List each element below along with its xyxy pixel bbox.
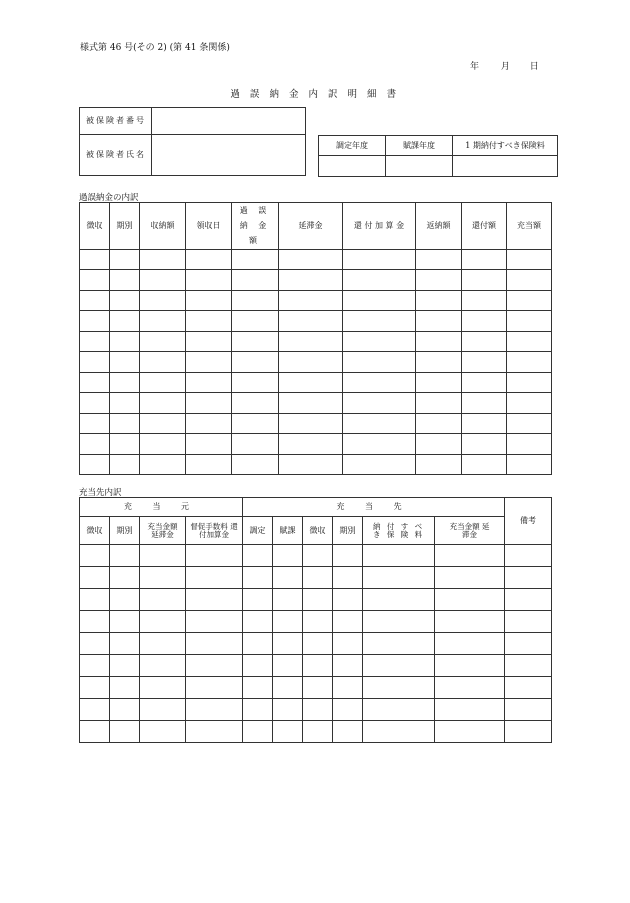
breakdown-cell[interactable] [462,331,507,352]
header-refund-amount: 還付額 [462,203,507,250]
allocation-row [80,611,552,633]
allocation-cell[interactable] [273,699,303,721]
allocation-cell[interactable] [435,677,505,699]
allocation-cell[interactable] [363,633,435,655]
header-received-amount: 収納額 [140,203,186,250]
breakdown-cell[interactable] [140,331,186,352]
breakdown-cell[interactable] [186,270,232,291]
breakdown-row [80,372,552,393]
breakdown-cell[interactable] [140,413,186,434]
allocation-cell[interactable] [243,545,273,567]
allocation-cell[interactable] [435,633,505,655]
breakdown-cell[interactable] [140,372,186,393]
breakdown-cell[interactable] [279,352,343,373]
breakdown-cell[interactable] [416,413,462,434]
allocation-cell[interactable] [243,611,273,633]
per-period-premium-header: 1 期納付すべき保険料 [453,136,558,156]
breakdown-cell[interactable] [462,270,507,291]
allocation-cell[interactable] [80,545,110,567]
alloc-header-period: 期別 [110,517,140,545]
breakdown-cell[interactable] [507,434,552,455]
insured-name-label: 被保険者氏名 [80,135,152,176]
breakdown-cell[interactable] [343,331,416,352]
header-period: 期別 [110,203,140,250]
allocation-cell[interactable] [303,677,333,699]
allocation-cell[interactable] [333,567,363,589]
allocation-cell[interactable] [140,589,186,611]
allocation-cell[interactable] [303,611,333,633]
allocation-cell[interactable] [110,589,140,611]
breakdown-cell[interactable] [507,454,552,475]
breakdown-cell[interactable] [110,270,140,291]
breakdown-cell[interactable] [279,290,343,311]
allocation-cell[interactable] [333,677,363,699]
breakdown-cell[interactable] [186,454,232,475]
breakdown-cell[interactable] [279,249,343,270]
breakdown-cell[interactable] [279,454,343,475]
allocation-cell[interactable] [186,677,243,699]
breakdown-cell[interactable] [416,270,462,291]
levy-year-header: 賦課年度 [386,136,453,156]
allocation-cell[interactable] [333,721,363,743]
allocation-cell[interactable] [186,633,243,655]
breakdown-cell[interactable] [507,372,552,393]
allocation-cell[interactable] [333,699,363,721]
breakdown-cell[interactable] [416,249,462,270]
alloc-header-target-amount: 充当金額 延滞金 [435,517,505,545]
allocation-cell[interactable] [186,699,243,721]
breakdown-cell[interactable] [186,372,232,393]
allocation-cell[interactable] [110,611,140,633]
allocation-cell[interactable] [273,633,303,655]
allocation-cell[interactable] [110,677,140,699]
breakdown-cell[interactable] [80,454,110,475]
allocation-cell[interactable] [243,589,273,611]
header-refund-addition: 還 付 加 算 金 [343,203,416,250]
allocation-cell[interactable] [435,545,505,567]
breakdown-cell[interactable] [507,311,552,332]
allocation-cell[interactable] [186,655,243,677]
breakdown-cell[interactable] [343,311,416,332]
breakdown-cell[interactable] [343,454,416,475]
allocation-cell[interactable] [363,611,435,633]
alloc-header-target-period: 期別 [333,517,363,545]
per-period-premium-field[interactable] [453,156,558,177]
breakdown-cell[interactable] [462,413,507,434]
remarks-header: 備考 [505,498,552,545]
breakdown-row [80,249,552,270]
header-collection: 徴収 [80,203,110,250]
allocation-cell[interactable] [140,721,186,743]
breakdown-cell[interactable] [416,290,462,311]
breakdown-cell[interactable] [416,331,462,352]
breakdown-cell[interactable] [110,311,140,332]
allocation-cell[interactable] [140,545,186,567]
breakdown-cell[interactable] [343,352,416,373]
breakdown-cell[interactable] [80,311,110,332]
breakdown-section-label: 過誤納金の内訳 [79,193,139,203]
header-overpayment-amount [232,203,279,250]
allocation-cell[interactable] [363,677,435,699]
assessment-year-field[interactable] [319,156,386,177]
breakdown-cell[interactable] [416,393,462,414]
allocation-cell[interactable] [80,721,110,743]
allocation-cell[interactable] [505,567,552,589]
header-late-charge: 延滞金 [279,203,343,250]
allocation-cell[interactable] [435,589,505,611]
breakdown-cell[interactable] [186,413,232,434]
breakdown-cell[interactable] [186,434,232,455]
allocation-cell[interactable] [186,545,243,567]
allocation-row [80,567,552,589]
breakdown-cell[interactable] [416,311,462,332]
breakdown-cell[interactable] [140,454,186,475]
allocation-cell[interactable] [505,589,552,611]
header-receipt-date: 領収日 [186,203,232,250]
allocation-cell[interactable] [303,721,333,743]
breakdown-cell[interactable] [140,290,186,311]
breakdown-cell[interactable] [140,393,186,414]
breakdown-cell[interactable] [80,413,110,434]
allocation-cell[interactable] [303,699,333,721]
breakdown-cell[interactable] [140,270,186,291]
allocation-cell[interactable] [140,567,186,589]
allocation-cell[interactable] [80,655,110,677]
allocation-cell[interactable] [110,721,140,743]
insured-number-label: 被保険者番号 [80,108,152,135]
breakdown-cell[interactable] [279,331,343,352]
breakdown-cell[interactable] [140,352,186,373]
allocation-cell[interactable] [435,611,505,633]
allocation-cell[interactable] [110,567,140,589]
allocation-row [80,633,552,655]
breakdown-row [80,393,552,414]
breakdown-cell[interactable] [80,290,110,311]
breakdown-cell[interactable] [343,290,416,311]
breakdown-cell[interactable] [507,249,552,270]
allocation-cell[interactable] [333,633,363,655]
allocation-cell[interactable] [363,699,435,721]
breakdown-cell[interactable] [186,331,232,352]
breakdown-cell[interactable] [507,290,552,311]
allocation-cell[interactable] [435,721,505,743]
allocation-cell[interactable] [505,655,552,677]
breakdown-cell[interactable] [507,413,552,434]
allocation-cell[interactable] [110,545,140,567]
year-table [318,135,558,177]
breakdown-row [80,454,552,475]
breakdown-cell[interactable] [232,331,279,352]
allocation-cell[interactable] [363,721,435,743]
breakdown-cell[interactable] [343,249,416,270]
breakdown-cell[interactable] [110,413,140,434]
allocation-cell[interactable] [80,611,110,633]
allocation-cell[interactable] [110,699,140,721]
breakdown-cell[interactable] [110,249,140,270]
breakdown-cell[interactable] [140,434,186,455]
allocation-cell[interactable] [333,611,363,633]
allocation-cell[interactable] [80,677,110,699]
alloc-header-premium-due: 納 付 す べ き 保 険 料 [363,517,435,545]
breakdown-cell[interactable] [80,270,110,291]
breakdown-row [80,311,552,332]
breakdown-cell[interactable] [232,434,279,455]
breakdown-table [79,202,552,475]
breakdown-cell[interactable] [80,393,110,414]
breakdown-cell[interactable] [416,454,462,475]
allocation-cell[interactable] [110,633,140,655]
date-year: 年 [470,62,480,72]
allocation-cell[interactable] [333,655,363,677]
allocation-cell[interactable] [80,567,110,589]
breakdown-cell[interactable] [462,454,507,475]
breakdown-cell[interactable] [186,249,232,270]
breakdown-cell[interactable] [232,393,279,414]
breakdown-cell[interactable] [462,311,507,332]
allocation-cell[interactable] [186,611,243,633]
breakdown-cell[interactable] [110,454,140,475]
breakdown-cell[interactable] [232,352,279,373]
allocation-cell[interactable] [273,545,303,567]
breakdown-cell[interactable] [232,270,279,291]
breakdown-cell[interactable] [140,249,186,270]
form-number: 様式第 46 号(その 2) (第 41 条関係) [80,43,230,53]
breakdown-row [80,352,552,373]
header-allocated-amount: 充当額 [507,203,552,250]
breakdown-cell[interactable] [279,413,343,434]
breakdown-cell[interactable] [80,249,110,270]
allocation-cell[interactable] [273,567,303,589]
allocation-cell[interactable] [505,677,552,699]
breakdown-cell[interactable] [462,372,507,393]
allocation-cell[interactable] [243,567,273,589]
allocation-cell[interactable] [140,611,186,633]
breakdown-cell[interactable] [343,270,416,291]
breakdown-cell[interactable] [462,434,507,455]
allocation-row [80,699,552,721]
allocation-cell[interactable] [80,589,110,611]
allocation-table [79,497,552,743]
allocation-cell[interactable] [505,699,552,721]
breakdown-cell[interactable] [416,434,462,455]
allocation-cell[interactable] [363,545,435,567]
breakdown-cell[interactable] [80,372,110,393]
breakdown-cell[interactable] [343,393,416,414]
breakdown-cell[interactable] [110,331,140,352]
allocation-cell[interactable] [186,721,243,743]
breakdown-cell[interactable] [186,311,232,332]
allocation-cell[interactable] [273,655,303,677]
breakdown-cell[interactable] [232,249,279,270]
allocation-cell[interactable] [186,567,243,589]
breakdown-cell[interactable] [462,249,507,270]
allocation-cell[interactable] [243,655,273,677]
breakdown-cell[interactable] [279,393,343,414]
allocation-cell[interactable] [273,589,303,611]
allocation-cell[interactable] [110,655,140,677]
breakdown-cell[interactable] [80,352,110,373]
allocation-cell[interactable] [243,721,273,743]
allocation-cell[interactable] [505,721,552,743]
breakdown-cell[interactable] [232,413,279,434]
allocation-cell[interactable] [303,589,333,611]
breakdown-cell[interactable] [110,352,140,373]
breakdown-cell[interactable] [110,372,140,393]
breakdown-cell[interactable] [110,434,140,455]
breakdown-cell[interactable] [462,393,507,414]
allocation-cell[interactable] [273,677,303,699]
breakdown-row [80,413,552,434]
breakdown-cell[interactable] [343,413,416,434]
breakdown-cell[interactable] [232,454,279,475]
breakdown-cell[interactable] [507,331,552,352]
alloc-header-fee-refund: 督促手数料 還付加算金 [186,517,243,545]
insured-name-field[interactable] [152,135,306,176]
allocation-cell[interactable] [80,633,110,655]
breakdown-cell[interactable] [232,290,279,311]
breakdown-cell[interactable] [279,434,343,455]
breakdown-cell[interactable] [416,372,462,393]
allocation-cell[interactable] [303,567,333,589]
allocation-section-label: 充当先内訳 [79,488,122,498]
allocation-cell[interactable] [140,699,186,721]
allocation-cell[interactable] [303,655,333,677]
breakdown-cell[interactable] [507,352,552,373]
breakdown-cell[interactable] [279,311,343,332]
breakdown-cell[interactable] [186,393,232,414]
breakdown-row [80,331,552,352]
breakdown-cell[interactable] [186,352,232,373]
allocation-cell[interactable] [435,699,505,721]
allocation-cell[interactable] [303,545,333,567]
breakdown-cell[interactable] [110,290,140,311]
breakdown-cell[interactable] [80,331,110,352]
breakdown-cell[interactable] [232,372,279,393]
allocation-row [80,721,552,743]
breakdown-cell[interactable] [140,311,186,332]
allocation-cell[interactable] [80,699,110,721]
breakdown-cell[interactable] [462,352,507,373]
date-day: 日 [529,62,539,72]
breakdown-cell[interactable] [279,372,343,393]
breakdown-row [80,270,552,291]
allocation-cell[interactable] [243,699,273,721]
date-line [470,59,539,72]
breakdown-cell[interactable] [80,434,110,455]
breakdown-row [80,290,552,311]
alloc-header-levy: 賦課 [273,517,303,545]
allocation-cell[interactable] [243,677,273,699]
breakdown-cell[interactable] [416,352,462,373]
allocation-cell[interactable] [140,655,186,677]
allocation-cell[interactable] [273,611,303,633]
allocation-cell[interactable] [505,611,552,633]
breakdown-row [80,434,552,455]
breakdown-cell[interactable] [110,393,140,414]
date-month: 月 [500,62,510,72]
levy-year-field[interactable] [386,156,453,177]
insured-info-table [79,107,306,176]
allocation-cell[interactable] [243,633,273,655]
allocation-cell[interactable] [363,589,435,611]
breakdown-cell[interactable] [343,434,416,455]
allocation-cell[interactable] [505,633,552,655]
breakdown-cell[interactable] [186,290,232,311]
allocation-cell[interactable] [273,721,303,743]
alloc-header-collection: 徴収 [80,517,110,545]
allocation-cell[interactable] [435,567,505,589]
breakdown-cell[interactable] [343,372,416,393]
allocation-cell[interactable] [363,655,435,677]
allocation-row [80,545,552,567]
alloc-header-assessment: 調定 [243,517,273,545]
breakdown-cell[interactable] [462,290,507,311]
alloc-header-target-collection: 徴収 [303,517,333,545]
allocation-source-group: 充 当 元 [80,498,243,517]
alloc-header-source-amount: 充当金額 延滞金 [140,517,186,545]
allocation-cell[interactable] [303,633,333,655]
allocation-row [80,677,552,699]
allocation-cell[interactable] [363,567,435,589]
allocation-cell[interactable] [186,589,243,611]
assessment-year-header: 調定年度 [319,136,386,156]
breakdown-cell[interactable] [507,270,552,291]
allocation-row [80,589,552,611]
allocation-cell[interactable] [505,545,552,567]
breakdown-cell[interactable] [279,270,343,291]
header-overpayment-text: 過 誤 納 金 額 [239,206,271,246]
header-returned-amount: 返納額 [416,203,462,250]
allocation-row [80,655,552,677]
breakdown-cell[interactable] [507,393,552,414]
allocation-cell[interactable] [333,589,363,611]
allocation-cell[interactable] [140,677,186,699]
insured-number-field[interactable] [152,108,306,135]
allocation-cell[interactable] [140,633,186,655]
allocation-target-group: 充 当 先 [243,498,505,517]
allocation-cell[interactable] [435,655,505,677]
page-title: 過 誤 納 金 内 訳 明 細 書 [230,89,400,100]
allocation-cell[interactable] [333,545,363,567]
breakdown-cell[interactable] [232,311,279,332]
